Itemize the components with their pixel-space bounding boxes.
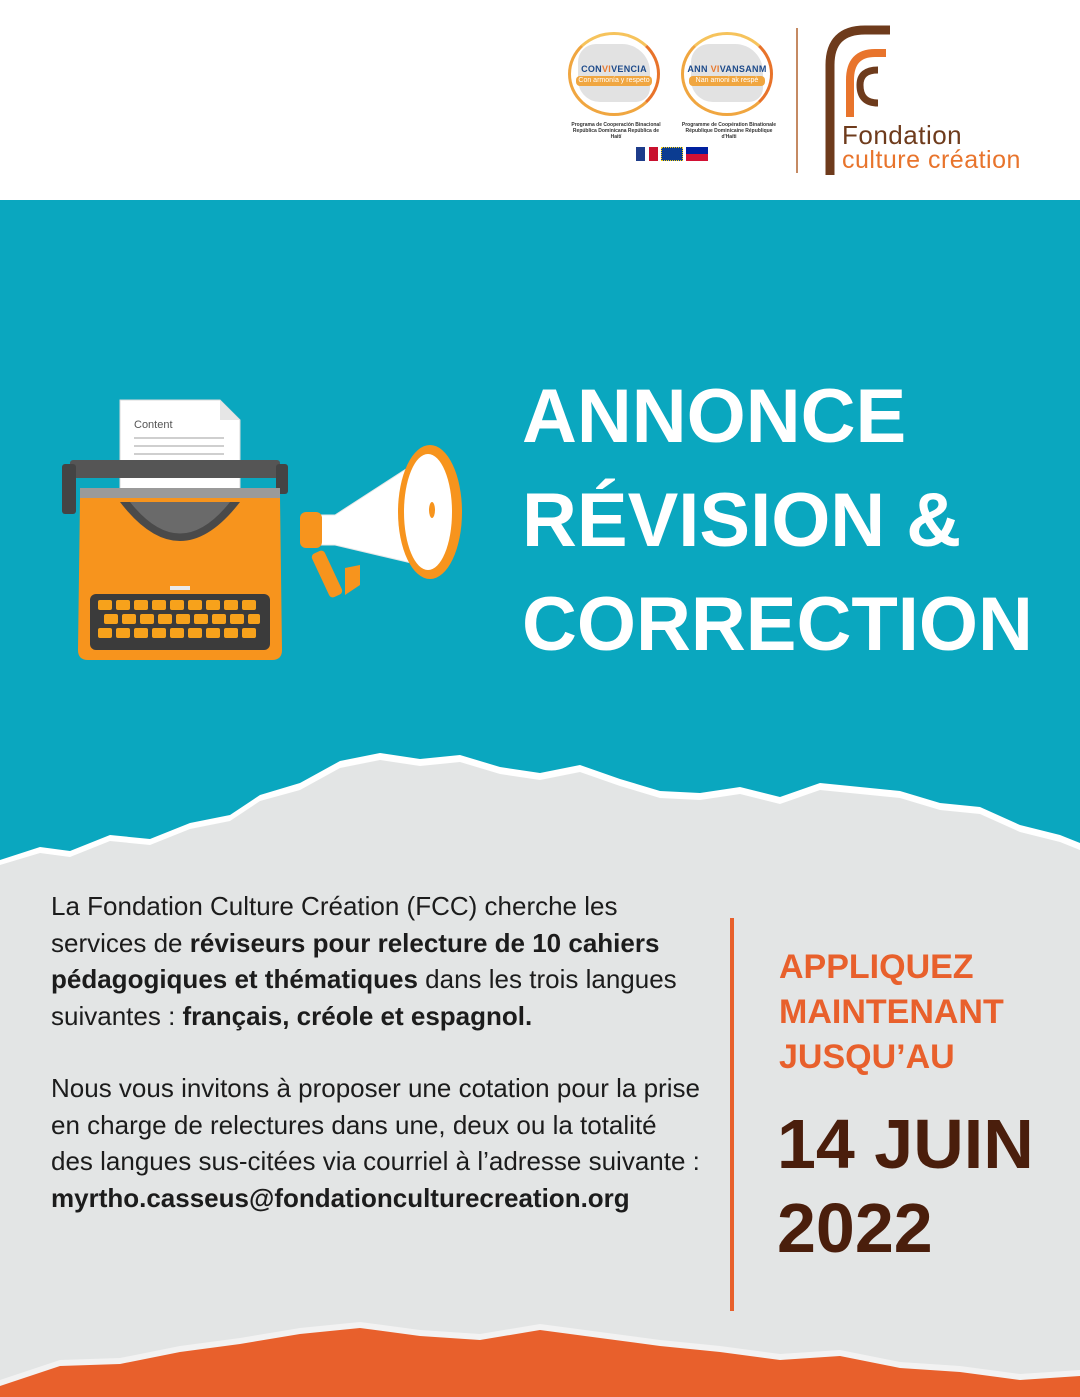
paper-label: Content <box>134 419 173 431</box>
body-paragraph-1: La Fondation Culture Création (FCC) cherche les services de réviseurs pour relecture de 10 cahiers pédagogiques et thématiques dans les trois langues suivantes : français, créole et espagnol. <box>51 891 677 1031</box>
body-paragraph-2: Nous vous invitons à proposer une cotation pour la prise en charge de relectures dans une, deux ou la totalité des langues sus-citées via courriel à l’adresse suivante : myrtho.casseus@fondationculturecreation.org <box>51 1073 700 1213</box>
megaphone-icon <box>300 445 462 599</box>
headline <box>522 365 1062 677</box>
dominican-flag-icon <box>636 147 658 161</box>
typewriter-megaphone-illustration <box>50 390 480 670</box>
contact-email[interactable]: myrtho.casseus@fondationculturecreation.org <box>51 1182 630 1213</box>
partner-flags <box>636 147 708 161</box>
eu-flag-icon <box>661 147 683 161</box>
typewriter-icon <box>62 460 288 660</box>
apply-now-text: APPLIQUEZ MAINTENANT JUSQU’AU <box>779 948 1004 1076</box>
announcement-body <box>51 888 701 1252</box>
deadline-date: 14 JUIN 2022 <box>777 1105 1034 1267</box>
orange-divider <box>730 918 734 1311</box>
fcc-logo-line2: culture création <box>842 146 1021 174</box>
header-divider <box>796 28 798 173</box>
header <box>0 0 1080 200</box>
badge-program: Programa de Cooperación Binacional República Dominicana República de Haití <box>571 122 661 140</box>
badge-motto: Nan amoni ak respè <box>689 76 765 86</box>
badge-motto: Con armonía y respeto <box>576 76 652 86</box>
badge-name: CONVIVENCIA <box>581 64 647 74</box>
paper-sheet-icon <box>120 400 240 495</box>
headline-line3: CORRECTION <box>522 582 1033 667</box>
headline-line1: ANNONCE <box>522 374 907 459</box>
haiti-flag-icon <box>686 147 708 161</box>
orange-torn-footer <box>0 1310 1080 1397</box>
badge-program: Programme de Coopération Binationale République Dominicaine République d'Haïti <box>681 122 777 140</box>
badge-name: ANN VIVANSANM <box>687 64 767 74</box>
headline-line2: RÉVISION & <box>522 478 962 563</box>
convivencia-badge <box>568 32 664 140</box>
fcc-logo-line1: Fondation <box>842 120 963 150</box>
annvivansanm-badge <box>681 32 777 140</box>
